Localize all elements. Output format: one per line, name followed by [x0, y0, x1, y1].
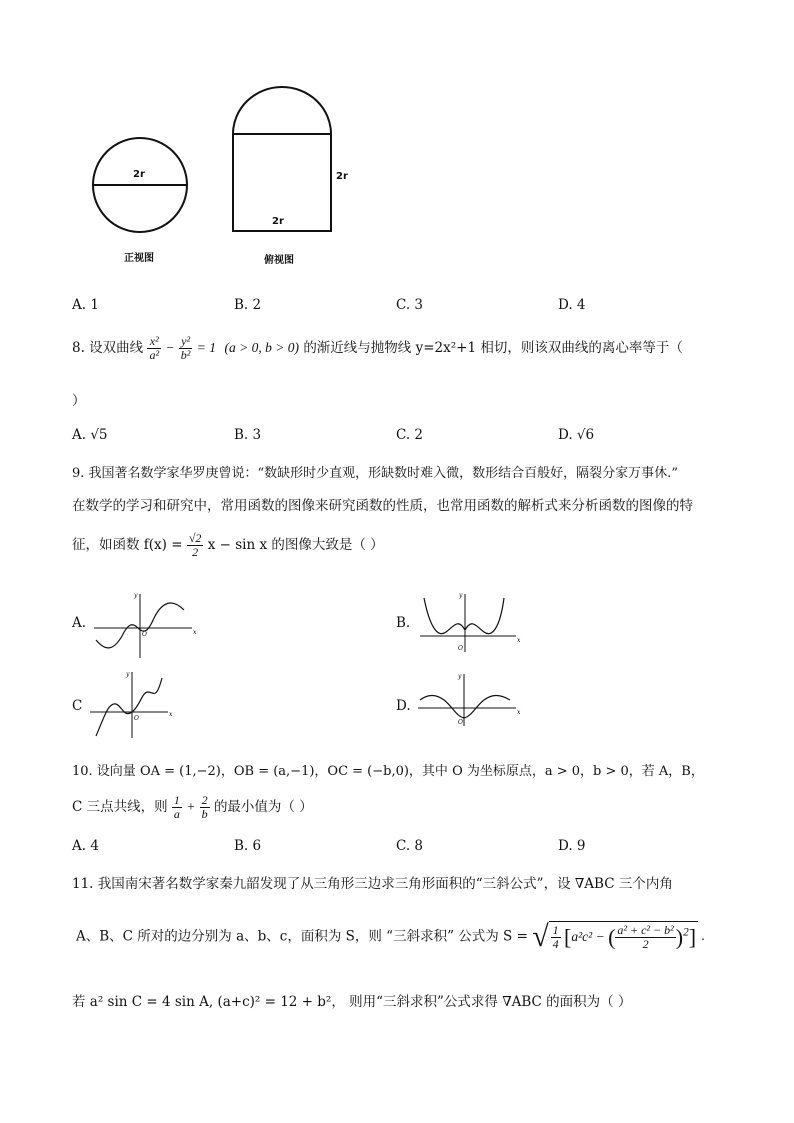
- q9-a-y-label: y: [134, 592, 138, 599]
- q10-option-d: D. 9: [558, 838, 586, 854]
- q9-option-c: C: [72, 698, 83, 714]
- q9-b-y-label: y: [459, 592, 463, 599]
- q8-option-b: B. 3: [234, 427, 262, 443]
- q9-c-origin: O: [134, 715, 139, 722]
- q9-line2: 在数学的学习和研究中，常用函数的图像来研究函数的性质，也常用函数的解析式来分析函数的图像的特: [72, 498, 693, 514]
- q9-option-a: A.: [72, 615, 87, 631]
- q10-option-c: C. 8: [396, 838, 424, 854]
- side-height-label: 2r: [336, 171, 348, 182]
- q10-option-a: A. 4: [72, 838, 99, 854]
- q9-line3-prefix: 征，如函数 f(x) =: [72, 537, 183, 554]
- q8-frac-x: $\frac{\text{x²}}{\text{a²}}$: [149, 334, 160, 363]
- q10-frac-1a: $\frac{1}{a}$: [173, 793, 180, 822]
- q8-close: ）: [72, 393, 86, 409]
- q7-option-a: A. 1: [72, 297, 99, 313]
- q9-option-b: B.: [396, 615, 411, 631]
- q10-option-b: B. 6: [234, 838, 262, 854]
- q8-prefix: 8. 设双曲线: [72, 340, 144, 357]
- q9-c-y-label: y: [126, 671, 130, 678]
- q10-line1: 10. 设向量 OA = (1,−2)，OB = (a,−1)，OC = (−b,0)，其中 O 为坐标原点，a > 0，b > 0，若 A，B，: [72, 764, 704, 779]
- q9-line3-suffix: x − sin x 的图像大致是（ ）: [207, 537, 384, 554]
- q8-frac-y: $\frac{\text{y²}}{\text{b²}}$: [180, 334, 191, 363]
- q9-d-origin: O: [458, 719, 463, 726]
- q9-d-y-label: y: [458, 673, 462, 680]
- q9-b-origin: O: [458, 645, 463, 652]
- q9-graph-b: [418, 588, 528, 660]
- q11-line1: 11. 我国南宋著名数学家秦九韶发现了从三角形三边求三角形面积的“三斜公式”，设 ∇ABC 三个内角: [72, 876, 673, 892]
- q9-a-origin: O: [142, 631, 147, 638]
- q9-frac-sqrt2: $\frac{√2}{2}$: [188, 531, 202, 560]
- q7-option-c: C. 3: [396, 297, 424, 313]
- q10-frac-2b: $\frac{2}{b}$: [201, 793, 208, 822]
- q9-graph-c: [88, 668, 178, 740]
- front-view-caption: 正视图: [124, 253, 154, 264]
- q9-c-x-label: x: [169, 711, 173, 718]
- q9-a-x-label: x: [193, 629, 197, 636]
- q11-line3: 若 a² sin C = 4 sin A, (a+c)² = 12 + b²， 则用“三斜求积”公式求得 ∇ABC 的面积为（ ）: [72, 994, 632, 1010]
- front-dim-label: 2r: [133, 169, 145, 180]
- q7-option-d: D. 4: [558, 297, 586, 313]
- q9-graph-a: [92, 588, 202, 660]
- q8-option-a: A. √5: [72, 427, 108, 443]
- q9-line3: [72, 532, 384, 559]
- q8-stem: 8. 设双曲线 $\frac{\text{x²}}{\text{a²}}$ − $\frac{\text{y²}}{\text{b²}}$ = 1 (a > 0, b > 0) 的渐近线与抛物线 y=2x²+1 相切，则该双曲线的离心率等于（: [72, 334, 683, 363]
- side-width-label: 2r: [272, 216, 284, 227]
- front-view-figure: [85, 135, 195, 235]
- q9-b-x-label: x: [517, 637, 521, 644]
- q7-option-b: B. 2: [234, 297, 262, 313]
- q10-line2: C 三点共线，则 $\frac{1}{a}$ + $\frac{2}{b}$ 的最小值为（ ）: [72, 793, 313, 822]
- q9-line1: 9. 我国著名数学家华罗庚曾说：“数缺形时少直观，形缺数时难入微，数形结合百般好，隔裂分家万事休.”: [72, 466, 678, 481]
- q8-option-c: C. 2: [396, 427, 424, 443]
- q11-formula: √ $\frac{1}{4}$ [a²c² − ( $\frac{\text{a² + c² − b²}}{2}$ )$^2$] .: [532, 920, 705, 953]
- q9-option-d: D.: [396, 698, 411, 714]
- q8-middle: 的渐近线与抛物线 y=2x²+1 相切，则该双曲线的离心率等于（: [303, 340, 683, 357]
- side-view-caption: 俯视图: [264, 255, 294, 266]
- q10-line2-suffix: 的最小值为（ ）: [213, 799, 313, 816]
- q11-line2-text: A、B、C 所对的边分别为 a、b、c，面积为 S，则 “三斜求积” 公式为 S =: [76, 928, 528, 945]
- side-view-figure: [230, 86, 334, 234]
- q9-d-x-label: x: [517, 709, 521, 716]
- q8-option-d: D. √6: [558, 427, 595, 443]
- q8-condition: (a > 0, b > 0): [224, 340, 300, 356]
- q11-line2: [76, 920, 705, 954]
- q9-graph-d: [416, 670, 526, 730]
- q10-line2-prefix: C 三点共线，则: [72, 799, 168, 816]
